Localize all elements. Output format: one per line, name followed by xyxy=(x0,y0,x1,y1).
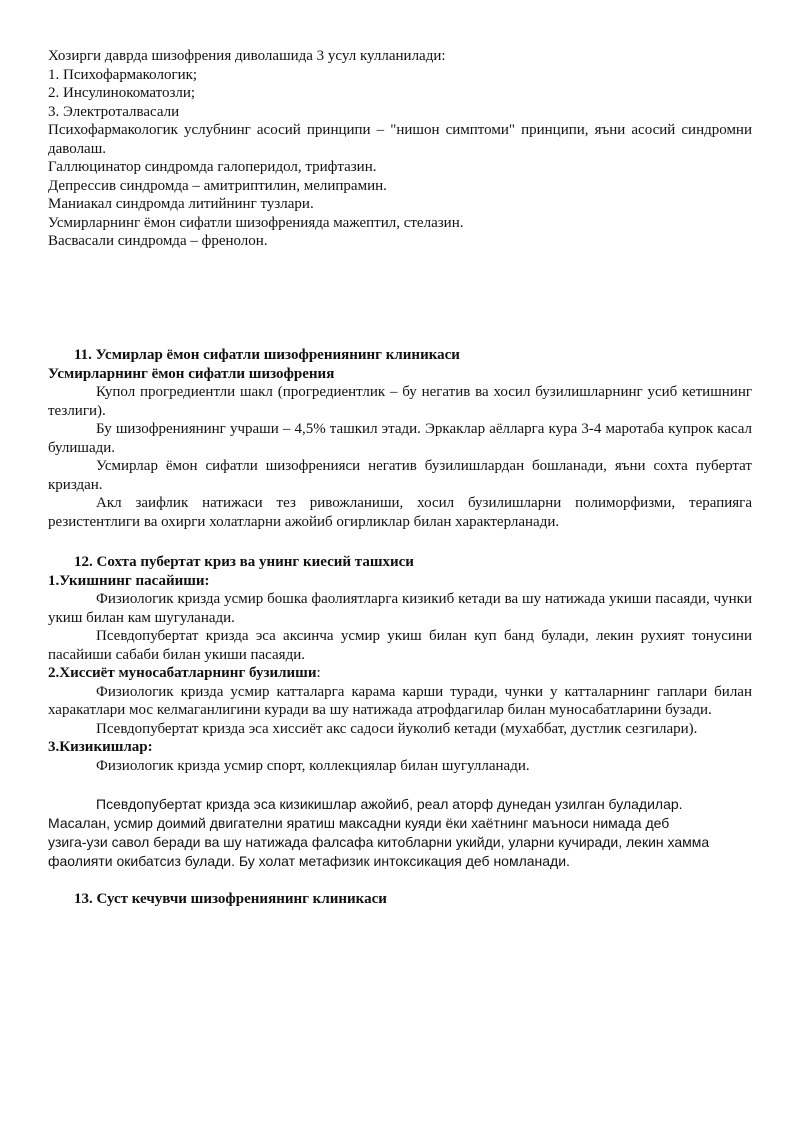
paragraph: Физиологик кризда усмир катталарга карама карши туради, чунки у катталарнинг гаплари билан харакатлари мос келмаганлигини куради ва шу натижада атрофдагилар билан муносабатларини бузади. xyxy=(48,683,752,718)
paragraph: Купол прогредиентли шакл (прогредиентлик – бу негатив ва хосил бузилишларнинг усиб кетишнинг тезлиги). xyxy=(48,384,752,419)
treatment-line: Усмирларнинг ёмон сифатли шизофренияда мажептил, стелазин. xyxy=(48,214,464,231)
paragraph-line: узига-узи савол беради ва шу натижада фалсафа китобларни укийди, уларни кучиради, лекин хамма xyxy=(48,834,710,850)
paragraph: Акл заифлик натижаси тез ривожланиши, хосил бузилишларни полиморфизми, терапияга резистентлиги ва охирги холатларни ажойиб огирликлар билан характерланади. xyxy=(48,495,752,530)
intro-line: Хозирги даврда шизофрения диволашида 3 усул кулланилади: xyxy=(48,48,446,64)
paragraph: Псевдопубертат кризда эса хиссиёт акс садоси йуколиб кетади (мухаббат, дустлик сезгилари). xyxy=(96,720,698,737)
paragraph: Бу шизофрениянинг учраши – 4,5% ташкил этади. Эркаклар аёлларга кура 3-4 маротаба купрок касал булишади. xyxy=(48,421,752,456)
paragraph: Физиологик кризда усмир бошка фаолиятларга кизикиб кетади ва шу натижада укиши пасаяди, чунки укиш билан кам шугуланади. xyxy=(48,591,752,626)
list-item-2: 2. Инсулинокоматозли; xyxy=(48,85,196,101)
subsection-heading: 1.Укишнинг пасайиши: xyxy=(48,572,210,589)
intro-block xyxy=(48,47,752,251)
paragraph-line: фаолияти окибатсиз булади. Бу холат метафизик интоксикация деб номланади. xyxy=(48,853,570,869)
paragraph-line: Псевдопубертат кризда эса кизикишлар ажойиб, реал аторф дунедан узилган буладилар. xyxy=(96,796,683,812)
subsection-heading: 3.Кизикишлар: xyxy=(48,739,153,755)
section-11 xyxy=(48,346,752,531)
list-item-3: 3. Электроталвасали xyxy=(48,103,180,120)
subsection-heading: 2.Хиссиёт муносабатларнинг бузилиши xyxy=(48,665,317,681)
paragraph: Псевдопубертат кризда эса аксинча усмир укиш билан куп банд булади, лекин рухият тонусини пасайиши сабаби билан укиши пасаяди. xyxy=(48,628,752,663)
section-12 xyxy=(48,553,752,775)
paragraph-line: Масалан, усмир доимий двигателни яратиш максадни куяди ёки хаётнинг маъноси нимада деб xyxy=(48,815,670,831)
section-heading: 12. Сохта пубертат криз ва унинг киесий ташхиси xyxy=(74,554,414,570)
paragraph: Физиологик кризда усмир спорт, коллекциялар билан шугулланади. xyxy=(96,757,530,774)
principle-paragraph: Психофармакологик услубнинг асосий принципи – "нишон симптоми" принципи, яъни асосий синдромни даволаш. xyxy=(48,122,752,157)
treatment-line: Маниакал синдромда литийнинг тузлари. xyxy=(48,196,314,212)
section-12-tail xyxy=(48,795,752,871)
section-subheading: Усмирларнинг ёмон сифатли шизофрения xyxy=(48,365,335,382)
section-heading: 11. Усмирлар ёмон сифатли шизофрениянинг клиникаси xyxy=(74,347,460,363)
subsection-heading-line xyxy=(48,664,752,683)
paragraph: Усмирлар ёмон сифатли шизофренияси негатив бузилишлардан бошланади, яъни сохта пубертат криздан. xyxy=(48,458,752,493)
treatment-line: Галлюцинатор синдромда галоперидол, трифтазин. xyxy=(48,159,377,175)
treatment-line: Депрессив синдромда – амитриптилин, мелипрамин. xyxy=(48,177,387,194)
list-item-1: 1. Психофармакологик; xyxy=(48,66,198,83)
section-heading: 13. Суст кечувчи шизофрениянинг клиникаси xyxy=(74,891,387,907)
section-13 xyxy=(48,890,752,909)
subsection-colon: : xyxy=(316,665,321,681)
treatment-line: Васвасали синдромда – френолон. xyxy=(48,233,268,249)
